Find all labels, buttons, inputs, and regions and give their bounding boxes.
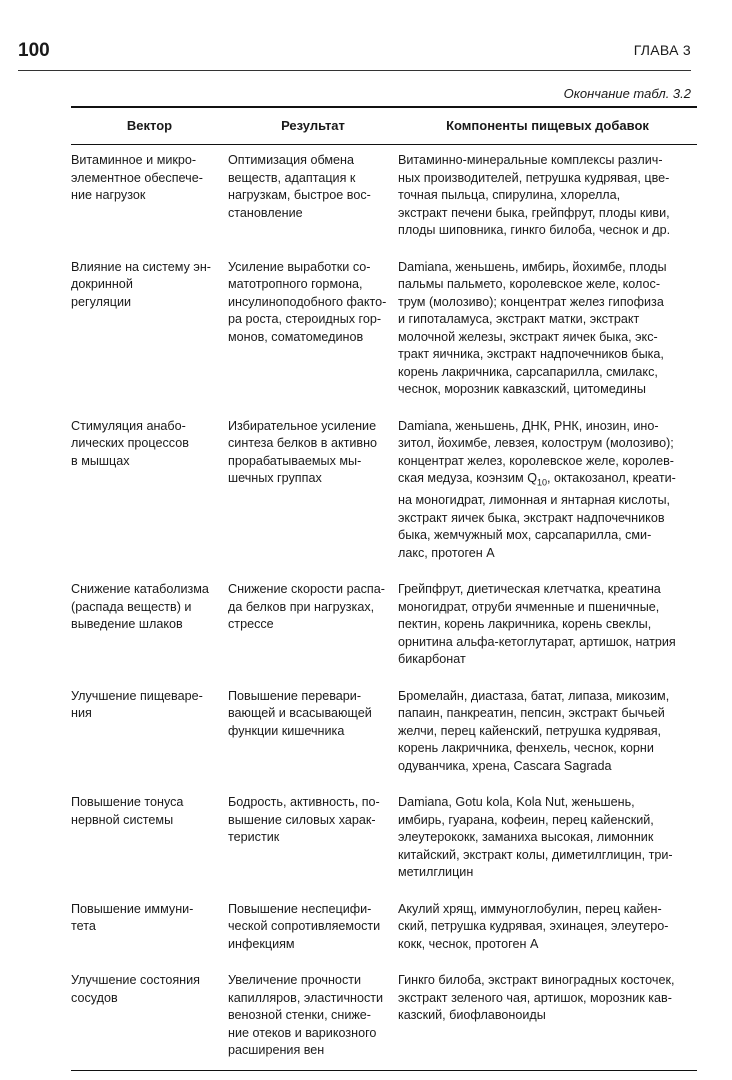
header-divider xyxy=(18,70,691,71)
supplements-table-container xyxy=(71,106,697,1071)
cell-vector: Влияние на систему эн- докринной регуляции xyxy=(71,259,211,309)
header-components: Компоненты пищевых добавок xyxy=(398,107,697,145)
cell-components: Бромелайн, диастаза, батат, липаза, микозим, папаин, панкреатин, пепсин, экстракт бычьей желчи, перец кайенский, петрушка кудрявая, корень лакричника, фенхель, чеснок, корни одуванчика, хрена, Cascara Sagrada xyxy=(398,688,670,773)
cell-vector: Витаминное и микро- элементное обеспече- ние нагрузок xyxy=(71,153,203,202)
cell-components xyxy=(398,413,697,577)
table-header-row xyxy=(71,107,697,145)
cell-vector: Улучшение состояния сосудов xyxy=(71,967,228,1070)
table-row xyxy=(71,576,697,683)
cell-result: Оптимизация обмена веществ, адаптация к нагрузкам, быстрое вос- становление xyxy=(228,153,371,220)
cell-result: Избирательное усиление синтеза белков в активно прорабатываемых мы- шечных группах xyxy=(228,418,378,485)
table-row xyxy=(71,683,697,790)
cell-components: Витаминно-минеральные комплексы различ- ных производителей, петрушка кудрявая, цве- точная пыльца, спирулина, хлорелла, экстракт печени быка, грейпфрут, плоды киви, плоды шиповника, гинкго билоба, чеснок и др. xyxy=(398,153,671,237)
coenzyme-subscript: 10 xyxy=(537,477,548,488)
cell-result: Бодрость, активность, по- вышение силовых харак- теристик xyxy=(228,795,380,845)
cell-components: Гинкго билоба, экстракт виноградных косточек, экстракт зеленого чая, артишок, морозник кав- казский, биофлавоноиды xyxy=(398,967,697,1070)
chapter-title: ГЛАВА 3 xyxy=(633,42,691,58)
table-row xyxy=(71,896,697,968)
cell-components: Damiana, женьшень, имбирь, йохимбе, плоды пальмы пальмето, королевское желе, колос- трум (молозиво); концентрат желез гипофиза и гипоталамуса, экстракт матки, экстракт молочной железы, экстракт яичек быка, экс- тракт яичника, экстракт надпочечников быка, корень лакричника, сарсапарилла, смилакс, чеснок, морозник кавказский, цитомедины xyxy=(398,259,667,396)
table-row xyxy=(71,254,697,413)
header-vector: Вектор xyxy=(71,107,228,145)
cell-components: Грейпфрут, диетическая клетчатка, креатина моногидрат, отруби ячменные и пшеничные, пектин, корень лакричника, корень свеклы, орнитина альфа-кетоглутарат, артишок, натрия бикарбонат xyxy=(398,582,676,667)
supplements-table xyxy=(71,106,697,1071)
table-row xyxy=(71,413,697,577)
components-text-end: , октакозанол, креати- на моногидрат, лимонная и янтарная кислоты, экстракт яичек быка, экстракт надпочечников быка, жемчужный мох, сарсапарилла, сми- лакс, протоген А xyxy=(398,471,676,560)
cell-vector: Стимуляция анабо- лических процессов в мышцах xyxy=(71,418,189,468)
table-row xyxy=(71,967,697,1070)
cell-result: Снижение скорости распа- да белков при нагрузках, стрессе xyxy=(228,582,385,632)
cell-vector: Улучшение пищеваре- ния xyxy=(71,688,203,721)
cell-components: Damiana, Gotu kola, Kola Nut, женьшень, имбирь, гуарана, кофеин, перец кайенский, элеутерококк, заманиха высокая, лимонник китайский, экстракт колы, диметилглицин, три- метилглицин xyxy=(398,795,673,880)
table-row xyxy=(71,145,697,254)
cell-components: Акулий хрящ, иммуноглобулин, перец кайен- ский, петрушка кудрявая, эхинацея, элеутеро- кокк, чеснок, протоген А xyxy=(398,901,669,951)
cell-vector: Повышение иммуни- тета xyxy=(71,901,194,934)
components-text-start: Damiana, женьшень, ДНК, РНК, инозин, ино- зитол, йохимбе, левзея, колострум (молозиво); концентрат желез, королевское желе, королев- ская медуза, коэнзим Q xyxy=(398,418,674,485)
header-result: Результат xyxy=(228,107,398,145)
table-row xyxy=(71,789,697,896)
table-continuation-note: Окончание табл. 3.2 xyxy=(563,86,691,101)
cell-vector: Снижение катаболизма (распада веществ) и выведение шлаков xyxy=(71,582,209,632)
page-number: 100 xyxy=(18,40,50,61)
cell-result: Повышение перевари- вающей и всасывающей функции кишечника xyxy=(228,688,372,738)
cell-result: Повышение неспецифи- ческой сопротивляемости инфекциям xyxy=(228,901,381,951)
cell-vector: Повышение тонуса нервной системы xyxy=(71,795,184,827)
cell-result: Увеличение прочности капилляров, эластичности венозной стенки, сниже- ние отеков и варикозного расширения вен xyxy=(228,967,398,1070)
cell-result: Усиление выработки со- матотропного гормона, инсулиноподобного факто- ра роста, стероидных гор- монов, соматомединов xyxy=(228,259,387,344)
